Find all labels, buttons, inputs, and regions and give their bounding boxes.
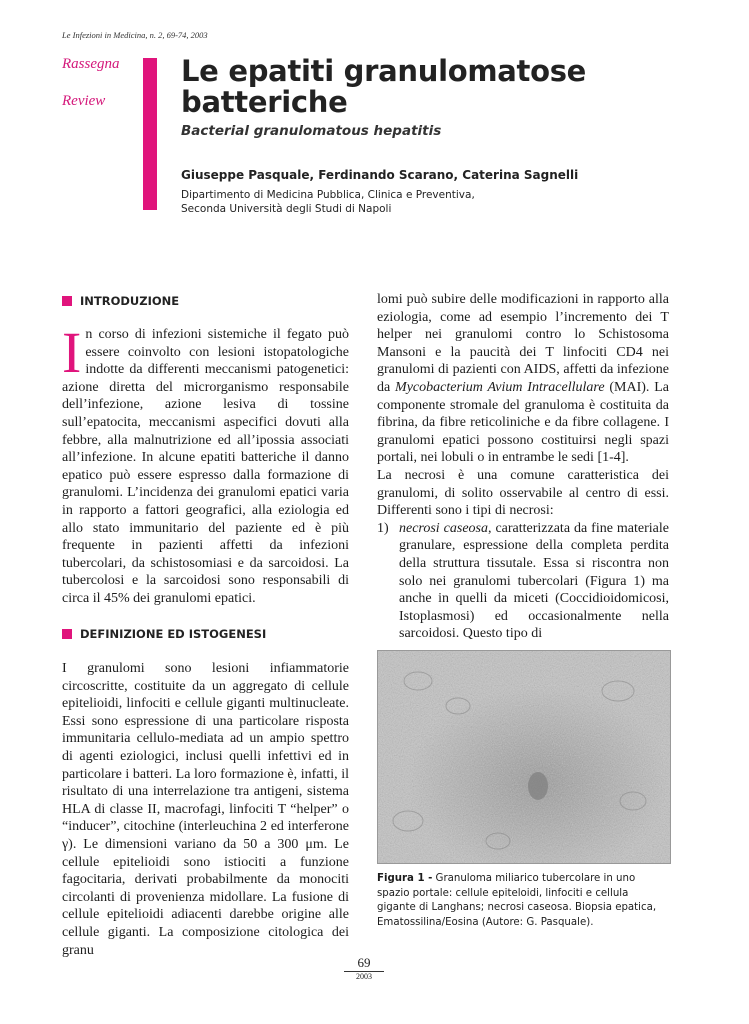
figure-histology-image [377,650,671,864]
title-accent-bar [143,58,157,210]
heading-bullet-icon [62,296,72,306]
intro-paragraph [62,320,349,608]
heading-bullet-icon [62,629,72,639]
drop-cap: I [62,320,82,385]
affiliation-line-1: Dipartimento di Medicina Pubblica, Clinica e Preventiva, [181,189,475,201]
section-label-english: Review [62,93,106,109]
heading-definizione [62,627,266,641]
paragraph-necrosis: La necrosi è una comune caratteristica dei granulomi, di solito osservabile al centro di essi. Differenti sono i tipi di necrosi: [377,467,669,519]
right-column-text [377,291,669,643]
section-label-italian: Rassegna [62,56,120,72]
heading-text: DEFINIZIONE ED ISTOGENESI [80,627,267,641]
article-subtitle: Bacterial granulomatous hepatitis [181,123,442,139]
page-number: 69 2003 [344,955,384,981]
intro-text: n corso di infezioni sistemiche il fegato può essere coinvolto con lesioni istopatologiche indotte da differenti meccanismi patogenetici: azione diretta del microrganismo responsabile dell’infezione, azione lesiva di tossine sull’epatocita, meccanismi aspecifici dovuti alla febbre, alla malnutrizione ed all’ipossia associati all’infezione. In alcune epatiti batteriche il danno epatico può essere espresso dalla formazione di granulomi. L’incidenza dei granulomi epatici varia in rapporto a fattori geografici, alla eziologia ed allo stato immunitario del paziente ed è più frequente in pazienti affetti da infezioni tubercolari, da schistosomiasi e da sarcoidosi. La tubercolosi e la sarcoidosi sono responsabili di circa il 45% dei granulomi epatici. [62,327,349,606]
figure-caption [377,872,669,930]
heading-text: INTRODUZIONE [80,294,180,308]
micrograph-illustration [378,651,670,863]
figure-label: Figura 1 - [377,873,433,884]
list-item-necrosi-caseosa: 1) necrosi caseosa, caratterizzata da fine materiale granulare, espressione della completa perdita della struttura tissutale. Essa si riscontra non solo nei granulomi tubercolari (Figura 1) ma anche in quelli da miceti (Coccidioidomicosi, Istoplasmosi) ed occasionalmente nella sarcoidosi. Questo tipo di [377,520,669,642]
heading-introduzione [62,294,179,308]
affiliation-line-2: Seconda Università degli Studi di Napoli [181,203,392,215]
definition-paragraph: I granulomi sono lesioni infiammatorie circoscritte, costituite da un aggregato di cellule epitelioidi, linfociti e cellule giganti multinucleate. Essi sono espressione di una particolare risposta immunitaria cellulo-mediata ad un ampio spettro di agenti eziologici, inclusi quelli infettivi ed in particolare i batteri. La loro formazione è, infatti, il risultato di una interrelazione tra antigeni, sistema HLA di classe II, macrofagi, linfociti T “helper” o “inducer”, citochine (interleuchina 2 ed interferone γ). Le dimensioni variano da 50 a 300 μm. Le cellule epitelioidi sono istiociti a funzione fagocitaria, derivati probabilmente da monociti circolanti di provenienza midollare. La fusione di cellule epitelioidi adiacenti darebbe origine alle cellule giganti. La composizione citologica dei granu [62,661,349,958]
author-list: Giuseppe Pasquale, Ferdinando Scarano, Caterina Sagnelli [181,168,579,182]
paragraph-granuloma-composition: lomi può subire delle modificazioni in rapporto alla eziologia, come ad esempio l’incremento dei T helper nei granulomi contro lo Schistosoma Mansoni e la paucità dei T linfociti CD4 nei granulomi di pazienti con AIDS, affetti da infezione da Mycobacterium Avium Intracellulare (MAI). La componente stromale del granuloma è costituita da fibrina, da fibre reticoliniche e da fibre collagene. I granulomi epatici possono costituirsi negli spazi portali, nei lobuli o in entrambe le sedi [1-4]. [377,292,670,466]
article-title: Le epatiti granulomatose batteriche [181,54,587,119]
journal-reference: Le Infezioni in Medicina, n. 2, 69-74, 2003 [62,30,208,40]
figure-caption-text: Granuloma miliarico tubercolare in uno spazio portale: cellule epiteloidi, linfociti e cellula gigante di Langhans; necrosi caseosa. Biopsia epatica, Ematossilina/Eosina (Autore: G. Pasquale). [377,873,657,928]
